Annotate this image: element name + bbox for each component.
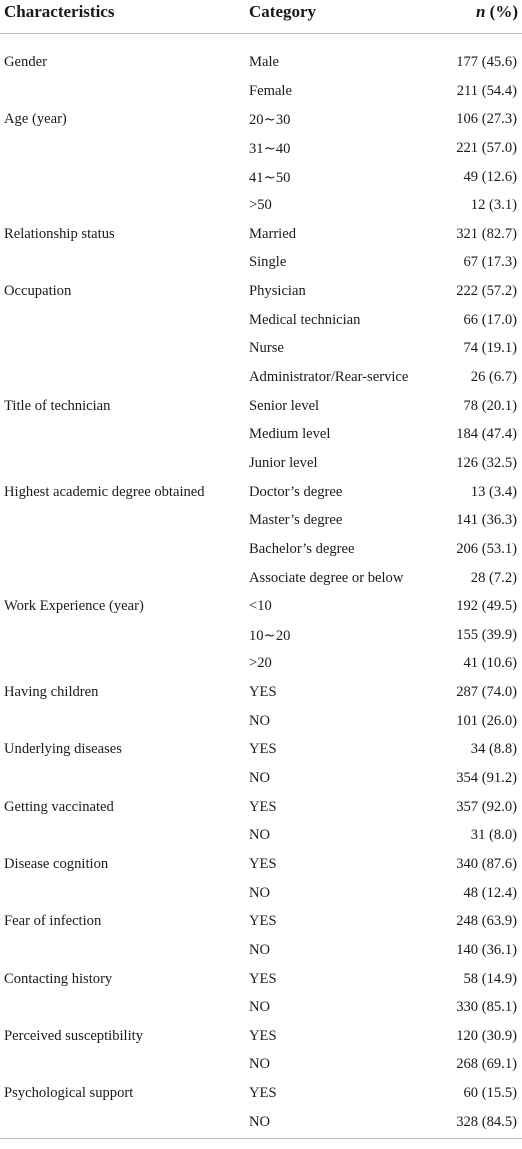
cell-category: Master’s degree — [249, 512, 343, 529]
cell-characteristic: Contacting history — [4, 970, 113, 987]
cell-n-percent: 28 (7.2) — [470, 569, 517, 586]
table-row — [0, 1108, 522, 1137]
table-row — [0, 535, 522, 564]
cell-category: NO — [249, 941, 271, 958]
cell-characteristic: Work Experience (year) — [4, 598, 144, 615]
cell-category: Administrator/Rear-service — [249, 369, 409, 386]
cell-category: Bachelor’s degree — [249, 540, 355, 557]
table-row — [0, 134, 522, 163]
cell-category: 20∼30 — [249, 112, 291, 129]
header-n-percent — [476, 2, 518, 22]
table-row — [0, 363, 522, 392]
table-row — [0, 564, 522, 593]
header-percent: (%) — [485, 2, 518, 21]
cell-category: Medical technician — [249, 311, 361, 328]
cell-n-percent: 321 (82.7) — [456, 225, 517, 242]
table-row — [0, 621, 522, 650]
table-row — [0, 420, 522, 449]
table-row — [0, 793, 522, 822]
cell-characteristic: Having children — [4, 684, 99, 701]
cell-n-percent: 357 (92.0) — [456, 798, 517, 815]
cell-n-percent: 31 (8.0) — [470, 827, 517, 844]
cell-n-percent: 328 (84.5) — [456, 1113, 517, 1130]
cell-characteristic: Relationship status — [4, 225, 115, 242]
header-characteristics: Characteristics — [4, 2, 115, 21]
cell-characteristic: Gender — [4, 54, 47, 70]
cell-characteristic: Highest academic degree obtained — [4, 483, 205, 500]
cell-category: >20 — [249, 655, 272, 672]
cell-n-percent: 66 (17.0) — [463, 311, 517, 328]
cell-n-percent: 287 (74.0) — [456, 684, 517, 701]
table-row — [0, 105, 522, 134]
cell-n-percent: 106 (27.3) — [456, 111, 517, 128]
cell-n-percent: 120 (30.9) — [456, 1027, 517, 1044]
cell-n-percent: 34 (8.8) — [470, 741, 517, 758]
cell-n-percent: 49 (12.6) — [463, 168, 517, 185]
table-row — [0, 707, 522, 736]
table-row — [0, 735, 522, 764]
cell-category: Junior level — [249, 454, 318, 471]
table-row — [0, 220, 522, 249]
table-row — [0, 306, 522, 335]
cell-n-percent: 221 (57.0) — [456, 139, 517, 156]
table-row — [0, 678, 522, 707]
cell-n-percent: 26 (6.7) — [470, 369, 517, 386]
cell-characteristic: Occupation — [4, 283, 72, 300]
cell-n-percent: 67 (17.3) — [463, 254, 517, 271]
cell-category: NO — [249, 827, 271, 844]
table-row — [0, 649, 522, 678]
cell-n-percent: 140 (36.1) — [456, 941, 517, 958]
cell-category: YES — [249, 684, 277, 701]
table-row — [0, 77, 522, 106]
table-row — [0, 163, 522, 192]
header-rule — [0, 33, 522, 34]
cell-category: Nurse — [249, 340, 284, 357]
cell-n-percent: 41 (10.6) — [463, 655, 517, 672]
cell-category: YES — [249, 913, 277, 930]
cell-category: YES — [249, 798, 277, 815]
cell-n-percent: 60 (15.5) — [463, 1085, 517, 1102]
cell-category: NO — [249, 884, 271, 901]
cell-characteristic: Fear of infection — [4, 913, 102, 930]
table-row — [0, 821, 522, 850]
cell-n-percent: 184 (47.4) — [456, 426, 517, 443]
table-row — [0, 850, 522, 879]
cell-category: Female — [249, 82, 292, 99]
table-row — [0, 936, 522, 965]
cell-category: YES — [249, 1085, 277, 1102]
cell-category: NO — [249, 770, 271, 787]
cell-n-percent: 192 (49.5) — [456, 598, 517, 615]
table-row — [0, 1022, 522, 1051]
table-row — [0, 1050, 522, 1079]
cell-n-percent: 206 (53.1) — [456, 540, 517, 557]
cell-n-percent: 330 (85.1) — [456, 999, 517, 1016]
cell-n-percent: 222 (57.2) — [456, 283, 517, 300]
cell-category: Doctor’s degree — [249, 483, 343, 500]
cell-n-percent: 58 (14.9) — [463, 970, 517, 987]
cell-category: Married — [249, 225, 297, 242]
cell-characteristic: Disease cognition — [4, 855, 109, 872]
table-row — [0, 478, 522, 507]
cell-n-percent: 354 (91.2) — [456, 770, 517, 787]
cell-category: NO — [249, 1056, 271, 1073]
table-row — [0, 993, 522, 1022]
cell-n-percent: 74 (19.1) — [463, 340, 517, 357]
cell-n-percent: 248 (63.9) — [456, 913, 517, 930]
cell-category: YES — [249, 855, 277, 872]
cell-characteristic: Psychological support — [4, 1085, 134, 1102]
cell-n-percent: 101 (26.0) — [456, 712, 517, 729]
table-row — [0, 592, 522, 621]
cell-category: Single — [249, 254, 287, 271]
table-row — [0, 764, 522, 793]
table-row — [0, 449, 522, 478]
table-row — [0, 191, 522, 220]
cell-category: Physician — [249, 283, 306, 300]
cell-category: Medium level — [249, 426, 331, 443]
table-row — [0, 879, 522, 908]
cell-characteristic: Title of technician — [4, 397, 111, 414]
cell-category: YES — [249, 970, 277, 987]
cell-n-percent: 340 (87.6) — [456, 855, 517, 872]
table-row — [0, 277, 522, 306]
cell-n-percent: 141 (36.3) — [456, 512, 517, 529]
table-row — [0, 48, 522, 77]
table-row — [0, 392, 522, 421]
cell-category: <10 — [249, 598, 272, 615]
table-row — [0, 248, 522, 277]
cell-characteristic: Perceived susceptibility — [4, 1027, 144, 1044]
cell-category: >50 — [249, 197, 272, 214]
cell-category: Senior level — [249, 397, 320, 414]
cell-category: NO — [249, 712, 271, 729]
cell-category: YES — [249, 1027, 277, 1044]
table-header — [0, 0, 522, 24]
cell-n-percent: 268 (69.1) — [456, 1056, 517, 1073]
table-row — [0, 506, 522, 535]
cell-n-percent: 78 (20.1) — [463, 397, 517, 414]
cell-n-percent: 126 (32.5) — [456, 454, 517, 471]
cell-n-percent: 211 (54.4) — [456, 82, 517, 99]
header-category: Category — [249, 2, 317, 21]
cell-category: 31∼40 — [249, 140, 291, 157]
cell-n-percent: 48 (12.4) — [463, 884, 517, 901]
table-row — [0, 334, 522, 363]
table-row — [0, 907, 522, 936]
cell-n-percent: 12 (3.1) — [470, 197, 517, 214]
table-body — [0, 48, 522, 1136]
cell-category: Male — [249, 54, 279, 70]
table-row — [0, 1079, 522, 1108]
cell-category: YES — [249, 741, 277, 758]
cell-characteristic: Age (year) — [4, 111, 67, 128]
cell-n-percent: 155 (39.9) — [456, 626, 517, 643]
cell-n-percent: 177 (45.6) — [456, 54, 517, 70]
cell-category: NO — [249, 999, 271, 1016]
cell-category: NO — [249, 1113, 271, 1130]
cell-category: 10∼20 — [249, 627, 291, 644]
cell-characteristic: Underlying diseases — [4, 741, 122, 758]
table-row — [0, 965, 522, 994]
cell-category: 41∼50 — [249, 169, 291, 186]
bottom-rule — [0, 1138, 522, 1139]
cell-n-percent: 13 (3.4) — [470, 483, 517, 500]
cell-category: Associate degree or below — [249, 569, 404, 586]
cell-characteristic: Getting vaccinated — [4, 798, 114, 815]
header-n-symbol: n — [475, 2, 486, 21]
